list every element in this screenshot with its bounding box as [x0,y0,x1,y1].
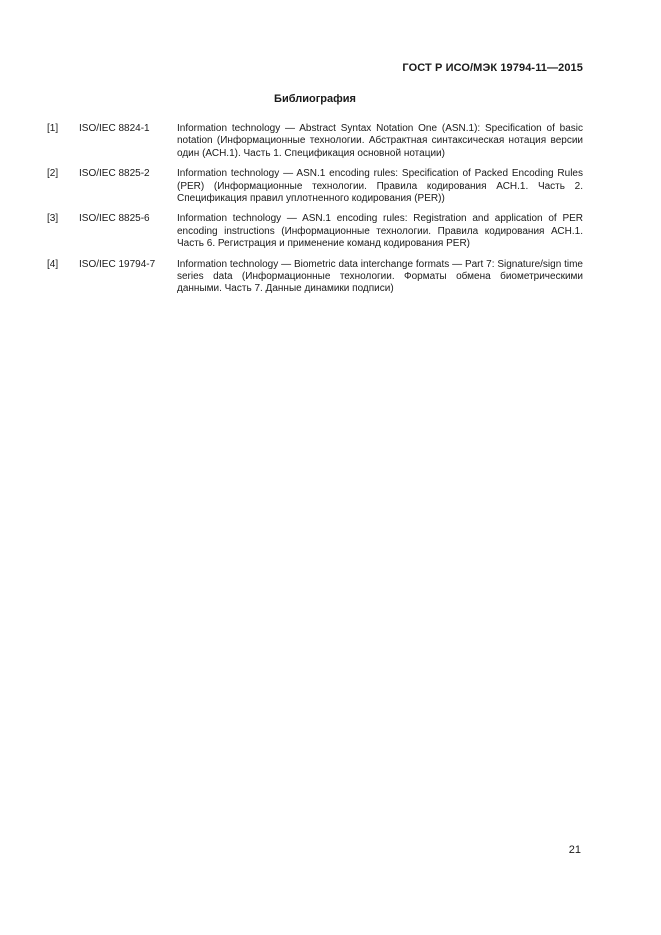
bibliography-title: Библиография [274,93,356,105]
bibliography-entry [0,168,661,205]
entry-description: Information technology — ASN.1 encoding rules: Registration and application of PER encoding instructions (Информационные технологии. Правила кодирования АСН.1. Часть 6. Регистрация и применение команд кодирования PER) [177,213,583,250]
entry-description: Information technology — ASN.1 encoding rules: Specification of Packed Encoding Rules (PER) (Информационные технологии. Правила кодирования АСН.1. Часть 2. Спецификация правил уплотненного кодирования (PER)) [177,168,583,205]
document-code: ГОСТ Р ИСО/МЭК 19794-11—2015 [402,62,583,74]
entry-standard: ISO/IEC 8825-6 [79,213,150,225]
entry-number: [2] [47,168,59,180]
entry-description: Information technology — Abstract Syntax Notation One (ASN.1): Specification of basic notation (Информационные технологии. Абстрактная синтаксическая нотация версии один (АСН.1). Часть 1. Спецификация основной нотации) [177,123,583,159]
entry-standard: ISO/IEC 19794-7 [79,258,156,270]
bibliography-entry [0,123,661,160]
entry-number: [1] [47,123,59,134]
entry-standard: ISO/IEC 8824-1 [79,123,150,134]
bibliography-list [0,123,661,304]
bibliography-entry [0,213,661,250]
page-number: 21 [568,844,581,856]
bibliography-entry [0,259,661,296]
entry-number: [3] [47,213,59,225]
entry-number: [4] [47,258,59,270]
entry-description: Information technology — Biometric data interchange formats — Part 7: Signature/sign time series data (Информационные технологии. Форматы обмена биометрическими данными. Часть 7. Данные динамики подписи) [177,258,583,295]
entry-standard: ISO/IEC 8825-2 [79,168,150,180]
